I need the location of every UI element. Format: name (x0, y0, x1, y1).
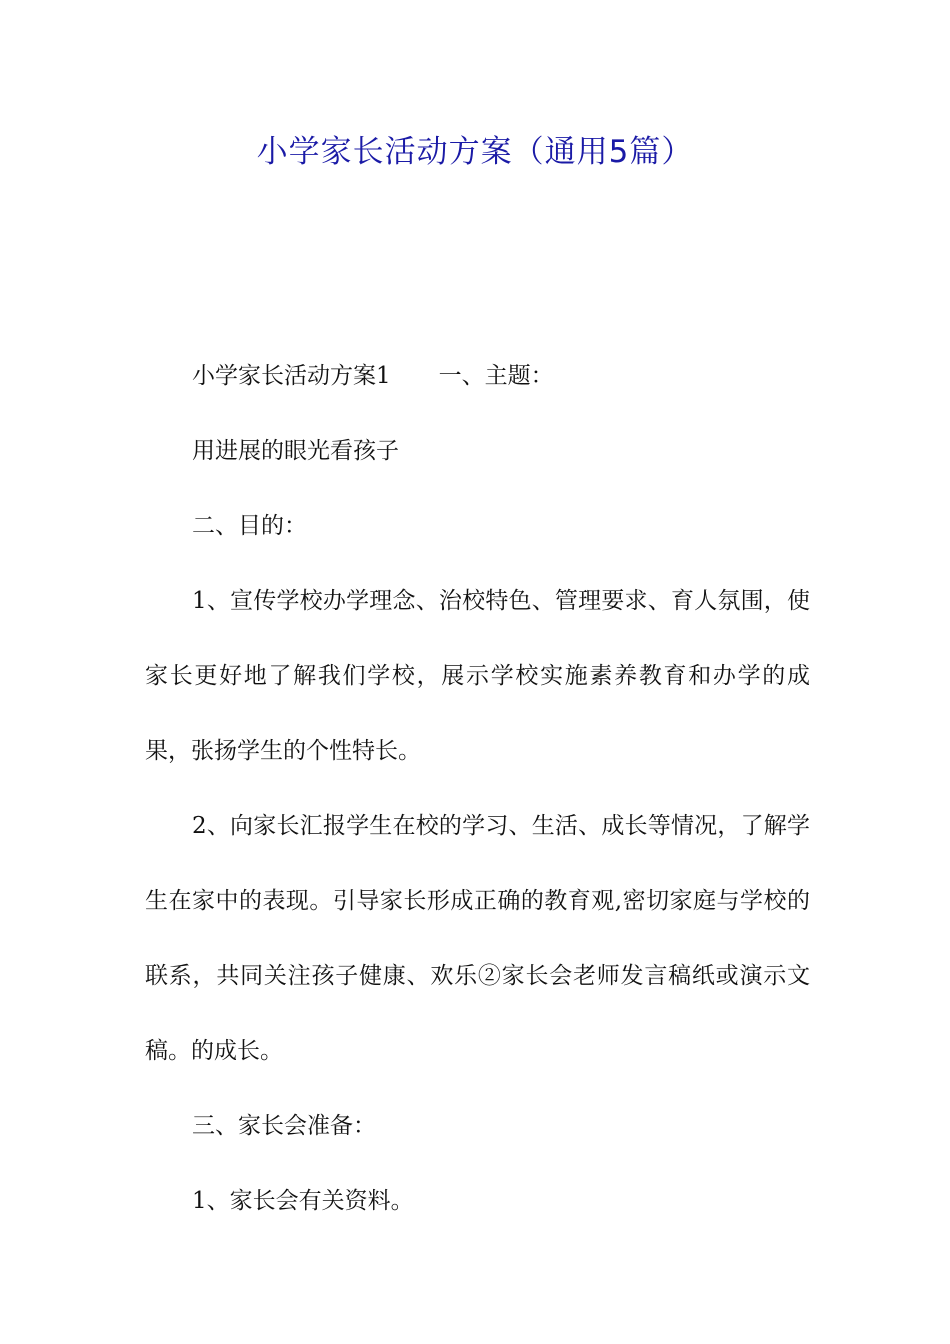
section-heading: 小学家长活动方案1 (192, 363, 391, 389)
paragraph: 1、家长会有关资料。 (192, 1188, 414, 1214)
document-body (145, 339, 810, 1239)
paragraph: 二、目的： (192, 513, 307, 539)
paragraph: 2、向家长汇报学生在校的学习、生活、成长等情况，了解学生在家中的表现。引导家长形成正确的教育观,密切家庭与学校的联系，共同关注孩子健康、欢乐②家长会老师发言稿纸或演示文稿。的成长。 (145, 813, 810, 1064)
paragraph-heading (145, 339, 810, 414)
paragraph: 用进展的眼光看孩子 (192, 438, 399, 464)
document-title: 小学家长活动方案（通用5篇） (256, 134, 694, 170)
paragraph: 三、家长会准备： (192, 1113, 376, 1139)
topic-heading: 一、主题： (438, 363, 554, 389)
paragraph: 1、宣传学校办学理念、治校特色、管理要求、育人氛围，使家长更好地了解我们学校，展示学校实施素养教育和办学的成果，张扬学生的个性特长。 (145, 588, 810, 764)
